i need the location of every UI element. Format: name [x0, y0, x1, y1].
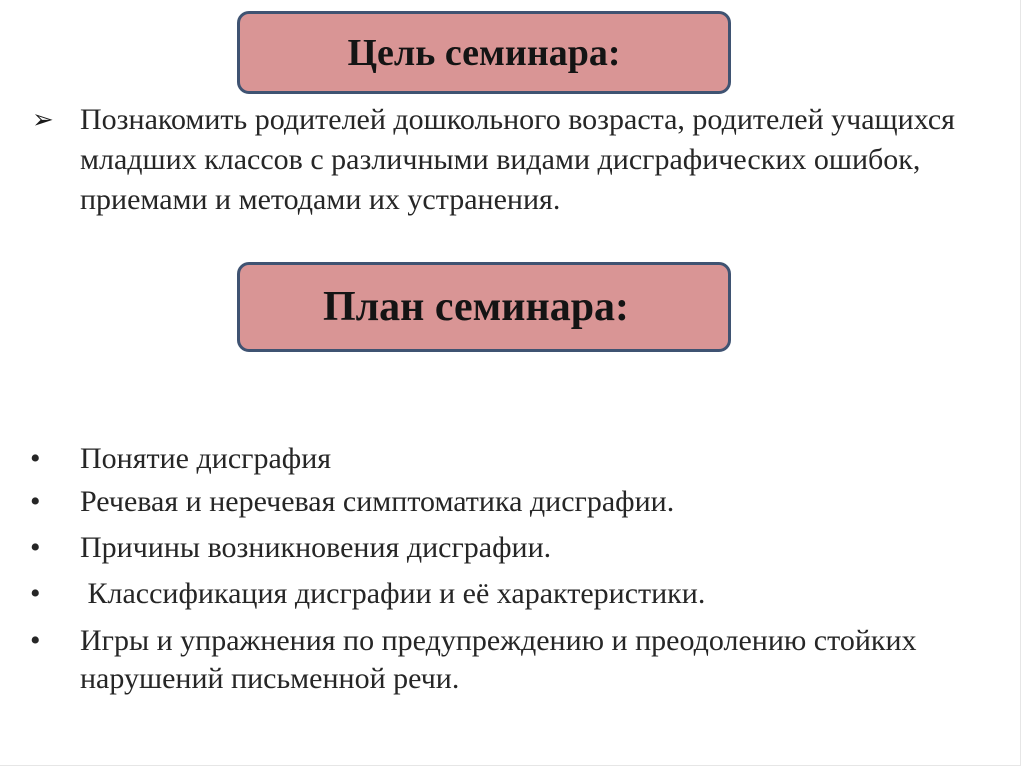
bullet-icon: • — [30, 577, 41, 610]
goal-title-box — [237, 11, 731, 94]
plan-item-text: Классификация дисграфии и её характеристики. — [80, 577, 706, 610]
bullet-icon: • — [30, 531, 41, 564]
plan-title-box — [237, 262, 731, 352]
bullet-icon: • — [30, 624, 41, 657]
bullet-icon: • — [30, 485, 41, 518]
plan-list-item — [30, 529, 1000, 567]
bullet-icon: • — [30, 442, 41, 475]
goal-text: Познакомить родителей дошкольного возраста, родителей учащихся младших классов с различными видами дисграфических ошибок, приемами и методами их устранения. — [80, 103, 955, 216]
plan-list-item — [30, 440, 1000, 478]
plan-item-text: Понятие дисграфия — [80, 442, 332, 475]
plan-list-item — [30, 622, 1000, 698]
goal-title: Цель семинара: — [347, 31, 621, 74]
plan-item-text: Игры и упражнения по предупреждению и преодолению стойких нарушений письменной речи. — [80, 624, 917, 695]
plan-item-text: Речевая и неречевая симптоматика дисграфии. — [80, 485, 675, 518]
plan-list-item — [30, 483, 1000, 521]
plan-title: План семинара: — [322, 284, 630, 330]
goal-paragraph — [32, 100, 992, 220]
arrow-bullet-icon: ➢ — [32, 105, 54, 134]
plan-item-text: Причины возникновения дисграфии. — [80, 531, 552, 564]
plan-list-item — [30, 575, 1000, 613]
